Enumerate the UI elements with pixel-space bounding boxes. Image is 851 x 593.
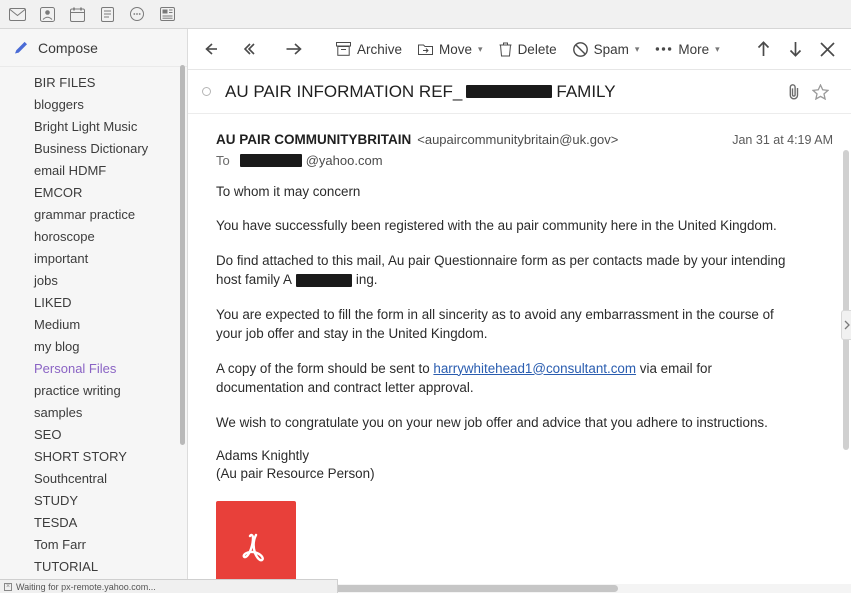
signature-block bbox=[216, 447, 791, 483]
body-paragraph-5-text: A copy of the form should be sent to bbox=[216, 360, 430, 376]
redaction-block bbox=[466, 85, 552, 98]
calendar-icon[interactable] bbox=[64, 3, 90, 25]
sidebar-item-grammar-practice[interactable]: grammar practice bbox=[34, 206, 136, 222]
reply-arrow-icon bbox=[244, 42, 263, 56]
message-scrollbar[interactable] bbox=[843, 150, 849, 450]
mail-action-toolbar bbox=[188, 29, 851, 70]
sender-line bbox=[216, 132, 833, 147]
consultant-email-link[interactable]: harrywhitehead1@consultant.com bbox=[433, 360, 637, 376]
signature-role: (Au pair Resource Person) bbox=[216, 466, 375, 482]
contacts-icon[interactable] bbox=[34, 3, 60, 25]
sidebar-item-tom-farr[interactable]: Tom Farr bbox=[34, 536, 86, 552]
toolbar-right-group bbox=[745, 35, 841, 63]
back-button[interactable] bbox=[198, 35, 235, 63]
sidebar-item-email-hdmf[interactable]: email HDMF bbox=[34, 162, 107, 178]
sender-address: <aupaircommunitybritain@uk.gov> bbox=[417, 132, 619, 147]
body-paragraph-5 bbox=[216, 359, 791, 398]
redaction-block bbox=[296, 274, 352, 287]
pdf-attachment-thumbnail[interactable] bbox=[216, 501, 296, 581]
spam-label: Spam bbox=[593, 41, 629, 57]
message-header bbox=[188, 114, 851, 168]
move-label: Move bbox=[439, 41, 473, 57]
sidebar-item-emcor[interactable]: EMCOR bbox=[34, 184, 83, 200]
reply-button[interactable] bbox=[237, 35, 276, 63]
sidebar-item-southcentral[interactable]: Southcentral bbox=[34, 470, 107, 486]
sidebar-item-business-dictionary[interactable]: Business Dictionary bbox=[34, 140, 149, 156]
attachment-icon[interactable] bbox=[781, 79, 807, 105]
sidebar-item-important[interactable]: important bbox=[34, 250, 89, 266]
spam-icon bbox=[573, 42, 588, 57]
archive-button[interactable] bbox=[329, 35, 409, 63]
body-paragraph-5-tail: via email for documentation and contract letter approval. bbox=[216, 360, 712, 396]
news-icon[interactable] bbox=[154, 3, 180, 25]
subject-actions bbox=[781, 79, 833, 105]
body-paragraph-4: You are expected to fill the form in all sincerity as to avoid any embarrassment in the course of your job offer and stay in the United Kingdom. bbox=[216, 306, 774, 342]
signature-name: Adams Knightly bbox=[216, 447, 310, 463]
redaction-block bbox=[240, 154, 302, 167]
mail-icon[interactable] bbox=[4, 3, 30, 25]
message-date: Jan 31 at 4:19 AM bbox=[732, 133, 833, 147]
browser-app-toolbar bbox=[0, 0, 851, 29]
sidebar-item-tutorial[interactable]: TUTORIAL bbox=[34, 558, 99, 574]
delete-label: Delete bbox=[517, 41, 557, 57]
subject-suffix: FAMILY bbox=[556, 81, 616, 101]
sidebar-item-my-blog[interactable]: my blog bbox=[34, 338, 80, 354]
sidebar-item-medium[interactable]: Medium bbox=[34, 316, 81, 332]
close-message-button[interactable] bbox=[813, 35, 841, 63]
sidebar-item-jobs[interactable]: jobs bbox=[34, 272, 58, 288]
subject-prefix: AU PAIR INFORMATION REF_ bbox=[225, 81, 463, 101]
page-title bbox=[225, 82, 616, 102]
sidebar-item-seo[interactable]: SEO bbox=[34, 426, 62, 442]
sidebar-item-practice-writing[interactable]: practice writing bbox=[34, 382, 121, 398]
more-button[interactable] bbox=[648, 35, 726, 63]
archive-icon bbox=[336, 42, 351, 56]
chevron-down-icon: ▾ bbox=[478, 43, 483, 54]
sidebar-item-study[interactable]: STUDY bbox=[34, 492, 79, 508]
sidebar-item-tesda[interactable]: TESDA bbox=[34, 514, 78, 530]
delete-button[interactable] bbox=[492, 35, 564, 63]
sidebar-scrollbar[interactable] bbox=[180, 65, 185, 445]
archive-label: Archive bbox=[357, 41, 403, 57]
sidebar-item-bir-files[interactable]: BIR FILES bbox=[34, 74, 96, 90]
to-label: To bbox=[216, 153, 230, 168]
forward-button[interactable] bbox=[278, 35, 315, 63]
pencil-icon bbox=[12, 39, 30, 57]
body-paragraph-6: We wish to congratulate you on your new job offer and advice that you adhere to instructions. bbox=[216, 414, 768, 430]
sidebar-item-bloggers[interactable]: bloggers bbox=[34, 96, 84, 112]
forward-arrow-icon bbox=[285, 42, 302, 56]
status-text: Waiting for px-remote.yahoo.com... bbox=[16, 581, 156, 592]
move-button[interactable] bbox=[411, 35, 490, 63]
close-icon[interactable]: × bbox=[5, 583, 11, 590]
compose-label: Compose bbox=[38, 39, 98, 56]
sender-name: AU PAIR COMMUNITYBRITAIN bbox=[216, 132, 412, 147]
trash-icon bbox=[499, 42, 512, 57]
previous-message-button[interactable] bbox=[749, 35, 777, 63]
right-panel-toggle[interactable] bbox=[841, 310, 851, 340]
pdf-icon bbox=[216, 531, 296, 573]
sidebar-item-bright-light-music[interactable]: Bright Light Music bbox=[34, 118, 138, 134]
compose-button[interactable] bbox=[0, 29, 187, 67]
body-paragraph-3-text: Do find attached to this mail, Au pair Questionnaire form as per contacts made by your intending host family A bbox=[216, 252, 786, 288]
notepad-icon[interactable] bbox=[94, 3, 120, 25]
folder-list bbox=[0, 67, 187, 577]
sidebar-item-samples[interactable]: samples bbox=[34, 404, 83, 420]
more-label: More bbox=[678, 41, 710, 57]
body-paragraph-3 bbox=[216, 251, 791, 290]
recipient-address-suffix: @yahoo.com bbox=[305, 153, 383, 168]
ellipsis-icon bbox=[655, 46, 672, 52]
messenger-icon[interactable] bbox=[124, 3, 150, 25]
message-reading-pane bbox=[188, 70, 851, 593]
sidebar-item-liked[interactable]: LIKED bbox=[34, 294, 72, 310]
chevron-down-icon: ▾ bbox=[715, 43, 720, 54]
next-message-button[interactable] bbox=[781, 35, 809, 63]
sidebar-item-short-story[interactable]: SHORT STORY bbox=[34, 448, 127, 464]
star-icon[interactable] bbox=[807, 79, 833, 105]
message-body bbox=[188, 168, 851, 483]
body-paragraph-3-tail: ing. bbox=[355, 272, 378, 288]
spam-button[interactable] bbox=[566, 35, 647, 63]
sidebar-item-horoscope[interactable]: horoscope bbox=[34, 228, 95, 244]
status-bar bbox=[0, 579, 338, 593]
recipient-line bbox=[216, 153, 833, 168]
move-folder-icon bbox=[418, 42, 433, 56]
body-paragraph-1: To whom it may concern bbox=[216, 184, 361, 199]
sidebar-item-personal-files[interactable]: Personal Files bbox=[34, 360, 117, 376]
body-paragraph-2: You have successfully been registered with the au pair community here in the United Kingdom. bbox=[216, 218, 777, 234]
subject-row bbox=[188, 70, 851, 114]
chevron-down-icon: ▾ bbox=[634, 43, 640, 54]
unread-indicator-icon[interactable] bbox=[202, 87, 211, 96]
folder-sidebar bbox=[0, 29, 188, 593]
back-arrow-icon bbox=[205, 42, 222, 56]
